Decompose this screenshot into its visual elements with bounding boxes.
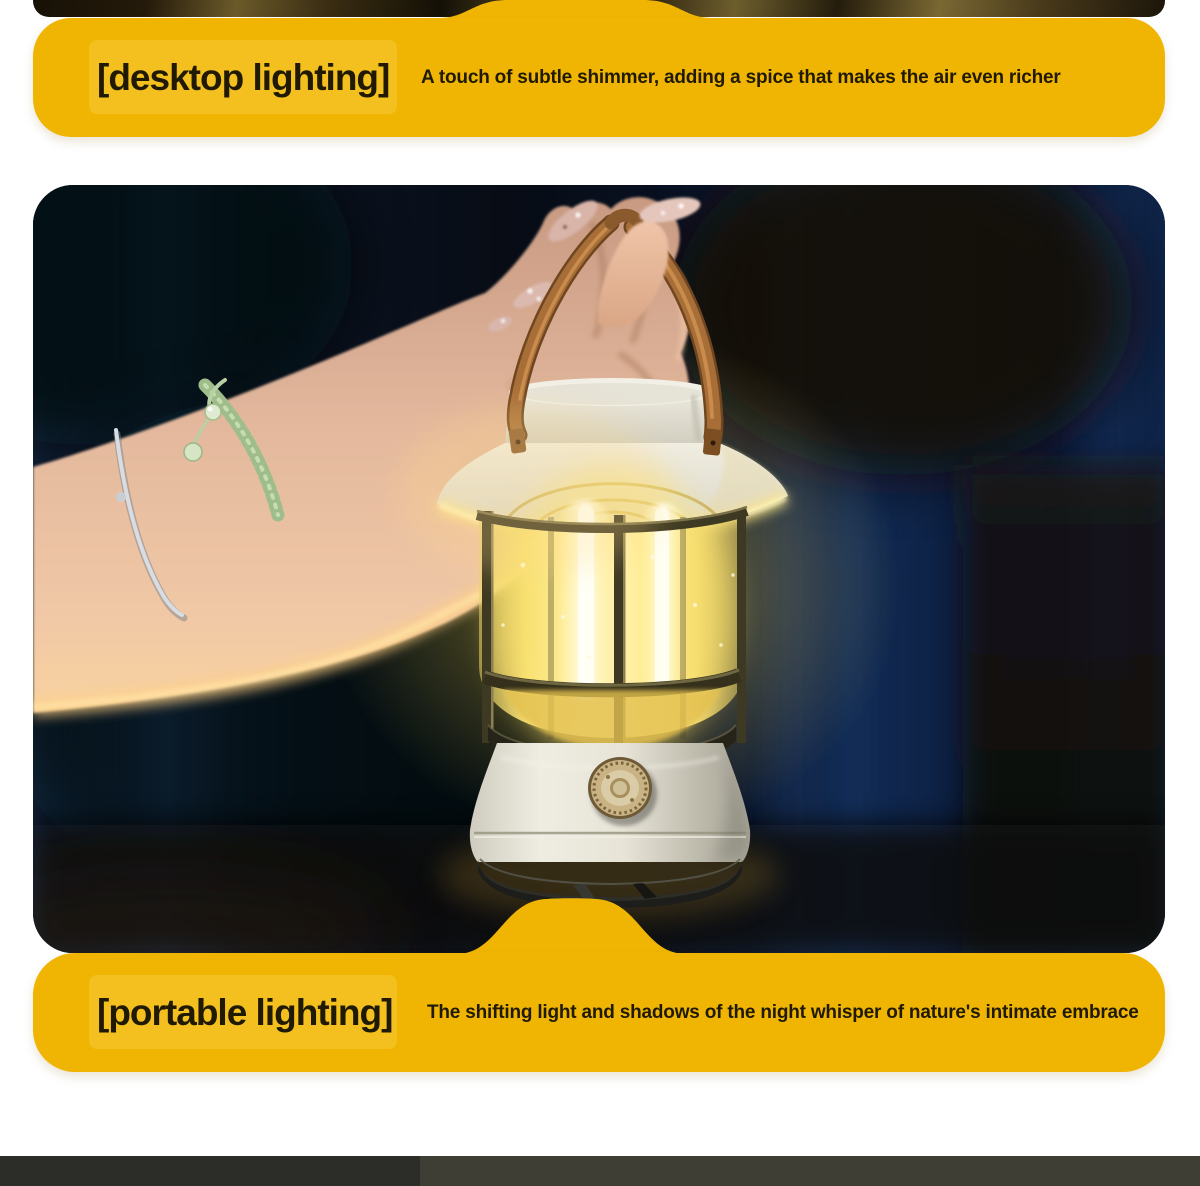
product-photo bbox=[33, 185, 1165, 953]
palm-light-cast bbox=[398, 405, 668, 575]
bottom-banner-bump bbox=[450, 897, 696, 954]
night-lantern-scene bbox=[33, 185, 1165, 953]
top-banner-bump bbox=[433, 0, 723, 18]
next-section-photo-strip bbox=[0, 1156, 1200, 1186]
banner-heading: [desktop lighting] bbox=[97, 56, 390, 98]
banner-heading: [portable lighting] bbox=[97, 991, 393, 1033]
desktop-lighting-banner bbox=[33, 18, 1165, 137]
lantern-base bbox=[470, 743, 750, 862]
banner-subheading: The shifting light and shadows of the night whisper of nature's intimate embrace bbox=[427, 1001, 1139, 1023]
banner-subheading: A touch of subtle shimmer, adding a spice that makes the air even richer bbox=[421, 66, 1061, 88]
portable-lighting-banner bbox=[33, 953, 1165, 1072]
